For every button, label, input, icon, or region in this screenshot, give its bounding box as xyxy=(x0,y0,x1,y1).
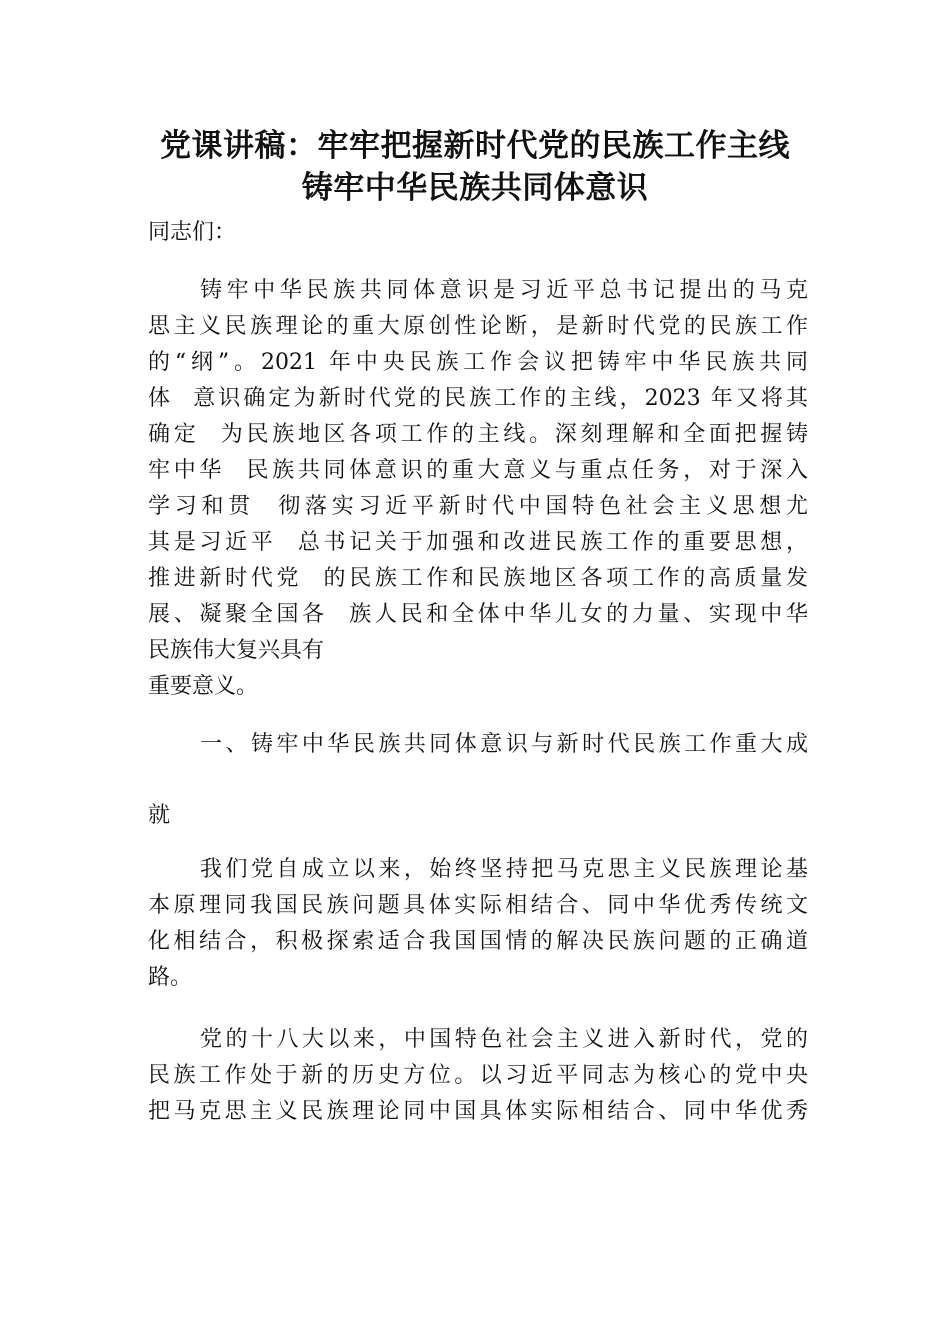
document-title-line-1: 党课讲稿：牢牢把握新时代党的民族工作主线 xyxy=(160,128,790,164)
section-heading-line-2: 就 xyxy=(148,803,171,828)
section-heading-line-1: 一、铸牢中华民族共同体意识与新时代民族工作重大成 xyxy=(200,732,808,757)
para3-line: 党的十八大以来，中国特色社会主义进入新时代，党的 xyxy=(200,1027,808,1052)
intro-line: 体 意识确定为新时代党的民族工作的主线，2023 年又将其 xyxy=(148,386,808,411)
para2-line: 我们党自成立以来，始终坚持把马克思主义民族理论基 xyxy=(200,857,808,882)
para3-line: 民族工作处于新的历史方位。以习近平同志为核心的党中央 xyxy=(148,1063,808,1088)
intro-line: 铸牢中华民族共同体意识是习近平总书记提出的马克 xyxy=(200,278,808,303)
intro-line: 学习和贯 彻落实习近平新时代中国特色社会主义思想尤 xyxy=(148,494,808,519)
para2-line: 本原理同我国民族问题具体实际相结合、同中华优秀传统文 xyxy=(148,893,808,918)
para2-line: 路。 xyxy=(148,965,193,990)
greeting: 同志们： xyxy=(148,220,237,245)
intro-line: 展、凝聚全国各 族人民和全体中华儿女的力量、实现中华 xyxy=(148,602,808,627)
intro-line: 其是习近平 总书记关于加强和改进民族工作的重要思想， xyxy=(148,530,808,555)
intro-line: 确定 为民族地区各项工作的主线。深刻理解和全面把握铸 xyxy=(148,422,808,447)
intro-line: 的“纲”。2021 年中央民族工作会议把铸牢中华民族共同 xyxy=(148,350,808,375)
document-title-line-2: 铸牢中华民族共同体意识 xyxy=(301,170,649,206)
intro-line: 民族伟大复兴具有 xyxy=(148,638,325,663)
intro-line: 思主义民族理论的重大原创性论断，是新时代党的民族工作 xyxy=(148,314,808,339)
para2-line: 化相结合，积极探索适合我国国情的解决民族问题的正确道 xyxy=(148,929,808,954)
intro-line: 牢中华 民族共同体意识的重大意义与重点任务，对于深入 xyxy=(148,458,808,483)
intro-line: 推进新时代党 的民族工作和民族地区各项工作的高质量发 xyxy=(148,566,808,591)
intro-line: 重要意义。 xyxy=(148,674,259,699)
para3-line: 把马克思主义民族理论同中国具体实际相结合、同中华优秀 xyxy=(148,1099,808,1124)
